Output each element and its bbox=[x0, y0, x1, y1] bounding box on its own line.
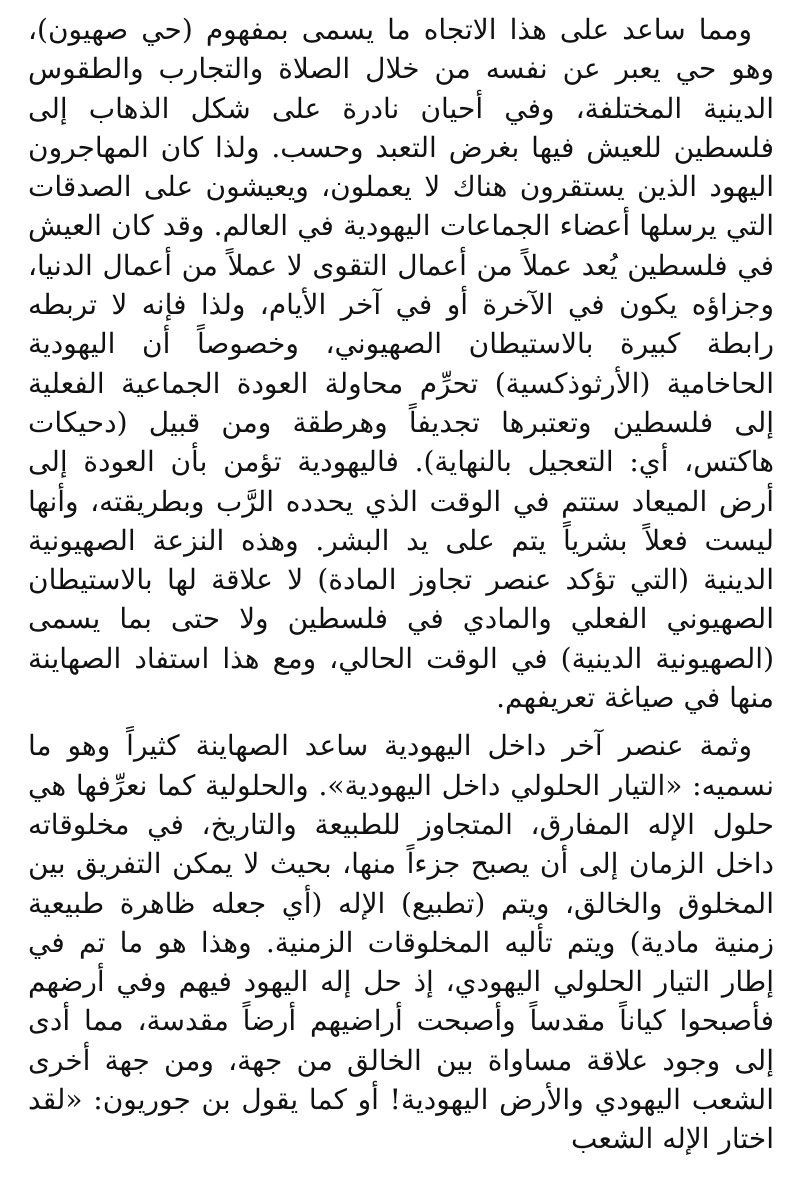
paragraph-hay-zion: ومما ساعد على هذا الاتجاه ما يسمى بمفهوم (حي صهيون)، وهو حي يعبر عن نفسه من خلال الصلاة والتجارب والطقوس الدينية المختلفة، وفي أحيان نادرة على شكل الذهاب إلى فلسطين للعيش فيها بغرض التعبد وحسب. ولذا كان المهاجرون اليهود الذين يستقرون هناك لا يعملون، ويعيشون على الصدقات التي يرسلها أعضاء الجماعات اليهودية في العالم. وقد كان العيش في فلسطين يُعد عملاً من أعمال التقوى لا عملاً من أعمال الدنيا، وجزاؤه يكون في الآخرة أو في آخر الأيام، ولذا فإنه لا تربطه رابطة كبيرة بالاستيطان الصهيوني، وخصوصاً أن اليهودية الحاخامية (الأرثوذكسية) تحرِّم محاولة العودة الجماعية الفعلية إلى فلسطين وتعتبرها تجديفاً وهرطقة ومن قبيل (دحيكات هاكتس، أي: التعجيل بالنهاية). فاليهودية تؤمن بأن العودة إلى أرض الميعاد ستتم في الوقت الذي يحدده الرَّب وبطريقته، وأنها ليست فعلاً بشرياً يتم على يد البشر. وهذه النزعة الصهيونية الدينية (التي تؤكد عنصر تجاوز المادة) لا علاقة لها بالاستيطان الصهيوني الفعلي والمادي في فلسطين ولا حتى بما يسمى (الصهيونية الدينية) في الوقت الحالي، ومع هذا استفاد الصهاينة منها في صياغة تعريفهم. bbox=[28, 13, 775, 715]
document-page bbox=[28, 10, 774, 1182]
paragraph-pantheistic-current: وثمة عنصر آخر داخل اليهودية ساعد الصهاينة كثيراً وهو ما نسميه: «التيار الحلولي داخل اليهودية». والحلولية كما نعرِّفها هي حلول الإله المفارق، المتجاوز للطبيعة والتاريخ، في مخلوقاته داخل الزمان إلى أن يصبح جزءاً منها، بحيث لا يمكن التفريق بين المخلوق والخالق، ويتم (تطبيع) الإله (أي جعله ظاهرة طبيعية زمنية مادية) ويتم تأليه المخلوقات الزمنية. وهذا هو ما تم في إطار التيار الحلولي اليهودي، إذ حل إله اليهود فيهم وفي أرضهم فأصبحوا كياناً مقدساً وأصبحت أراضيهم أرضاً مقدسة، مما أدى إلى وجود علاقة مساواة بين الخالق من جهة، ومن جهة أخرى الشعب اليهودي والأرض اليهودية! أو كما يقول بن جوريون: «لقد اختار الإله الشعب bbox=[28, 729, 774, 1156]
